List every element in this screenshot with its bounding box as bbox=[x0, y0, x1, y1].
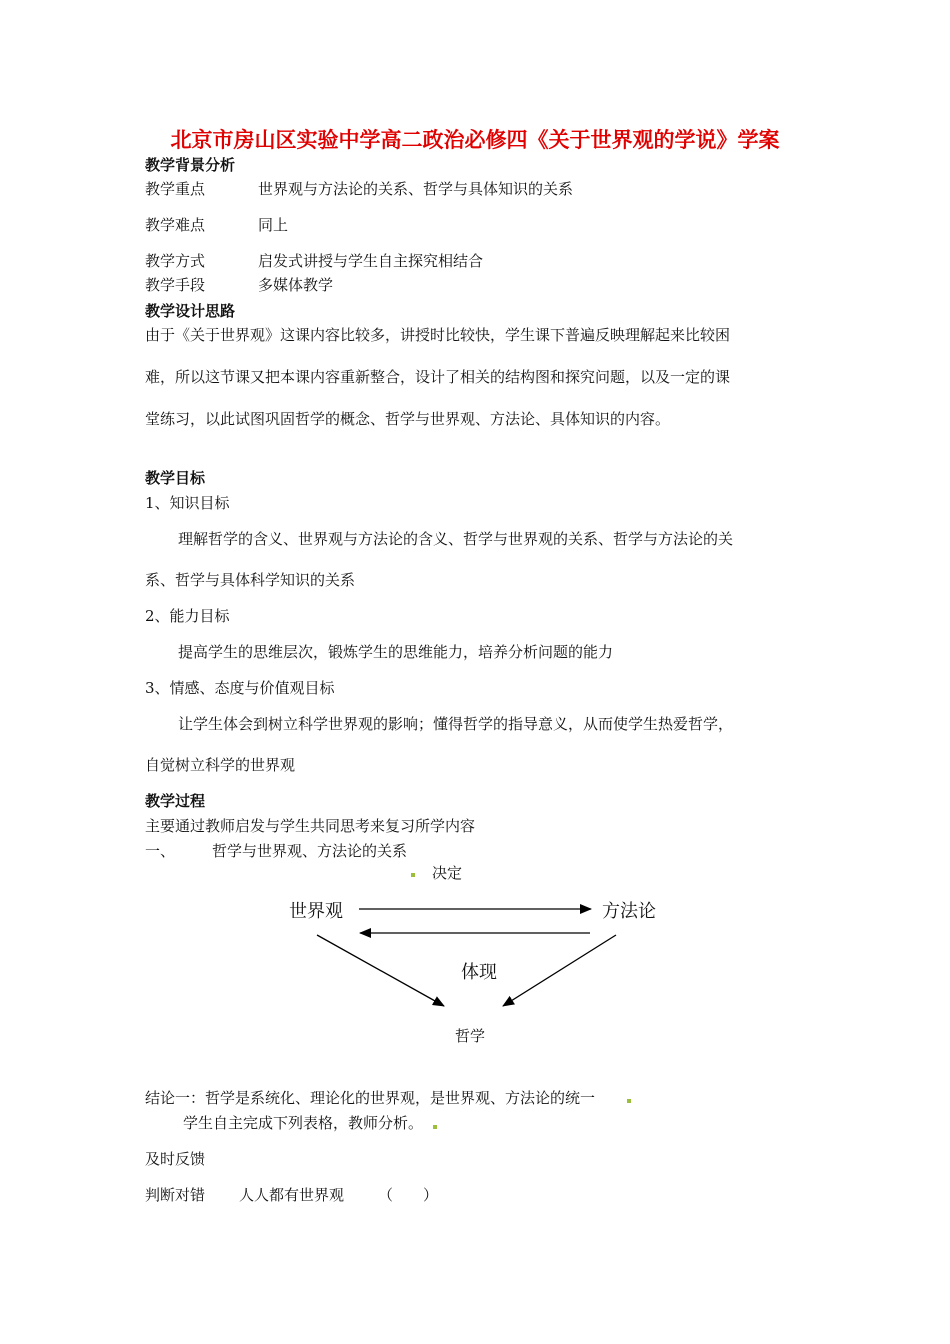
arrow-worldview-to-philosophy bbox=[317, 935, 444, 1006]
background-label-method: 教学方式 bbox=[145, 252, 206, 270]
judge-label: 判断对错 bbox=[145, 1186, 206, 1204]
background-value-method: 启发式讲授与学生自主探究相结合 bbox=[258, 252, 484, 270]
conclusion-one: 结论一：哲学是系统化、理论化的世界观，是世界观、方法论的统一 bbox=[145, 1089, 596, 1107]
section-number: 一、 bbox=[145, 842, 176, 860]
marker-dot bbox=[433, 1125, 437, 1129]
background-label-means: 教学手段 bbox=[145, 276, 206, 294]
ability-goal-line-1: 提高学生的思维层次，锻炼学生的思维能力，培养分析问题的能力 bbox=[178, 643, 614, 661]
emotion-goal-title: 3、情感、态度与价值观目标 bbox=[145, 679, 335, 697]
background-heading: 教学背景分析 bbox=[145, 156, 236, 174]
background-label-difficulty: 教学难点 bbox=[145, 216, 206, 234]
knowledge-goal-line-1: 理解哲学的含义、世界观与方法论的含义、哲学与世界观的关系、哲学与方法论的关 bbox=[178, 530, 734, 548]
background-value-means: 多媒体教学 bbox=[258, 276, 334, 294]
diagram-label-decides: 决定 bbox=[432, 864, 463, 882]
emotion-goal-line-1: 让学生体会到树立科学世界观的影响；懂得哲学的指导意义，从而使学生热爱哲学， bbox=[178, 715, 734, 733]
design-line-1: 由于《关于世界观》这课内容比较多，讲授时比较快，学生课下普遍反映理解起来比较困 bbox=[145, 326, 731, 344]
arrow-methodology-to-philosophy bbox=[503, 935, 616, 1006]
process-intro: 主要通过教师启发与学生共同思考来复习所学内容 bbox=[145, 817, 476, 835]
design-line-3: 堂练习，以此试图巩固哲学的概念、哲学与世界观、方法论、具体知识的内容。 bbox=[145, 410, 671, 428]
goals-heading: 教学目标 bbox=[145, 469, 206, 487]
marker-dot bbox=[627, 1099, 631, 1103]
background-value-difficulty: 同上 bbox=[258, 216, 289, 234]
section-title: 哲学与世界观、方法论的关系 bbox=[212, 842, 408, 860]
process-heading: 教学过程 bbox=[145, 792, 206, 810]
background-label-focus: 教学重点 bbox=[145, 180, 206, 198]
judge-item: 人人都有世界观 bbox=[239, 1186, 345, 1204]
diagram-node-methodology: 方法论 bbox=[602, 901, 656, 922]
page-title: 北京市房山区实验中学高二政治必修四《关于世界观的学说》学案 bbox=[170, 128, 780, 152]
ability-goal-title: 2、能力目标 bbox=[145, 607, 230, 625]
diagram-label-embodies: 体现 bbox=[461, 962, 497, 983]
design-heading: 教学设计思路 bbox=[145, 302, 236, 320]
student-task: 学生自主完成下列表格，教师分析。 bbox=[183, 1114, 424, 1132]
design-line-2: 难，所以这节课又把本课内容重新整合，设计了相关的结构图和探究问题，以及一定的课 bbox=[145, 368, 731, 386]
emotion-goal-line-2: 自觉树立科学的世界观 bbox=[145, 756, 296, 774]
judge-answer-blank: （ ） bbox=[378, 1186, 439, 1204]
background-value-focus: 世界观与方法论的关系、哲学与具体知识的关系 bbox=[258, 180, 574, 198]
knowledge-goal-line-2: 系、哲学与具体科学知识的关系 bbox=[145, 571, 356, 589]
diagram-node-philosophy: 哲学 bbox=[455, 1027, 486, 1045]
feedback-heading: 及时反馈 bbox=[145, 1150, 206, 1168]
diagram-node-worldview: 世界观 bbox=[289, 901, 343, 922]
knowledge-goal-title: 1、知识目标 bbox=[145, 494, 230, 512]
